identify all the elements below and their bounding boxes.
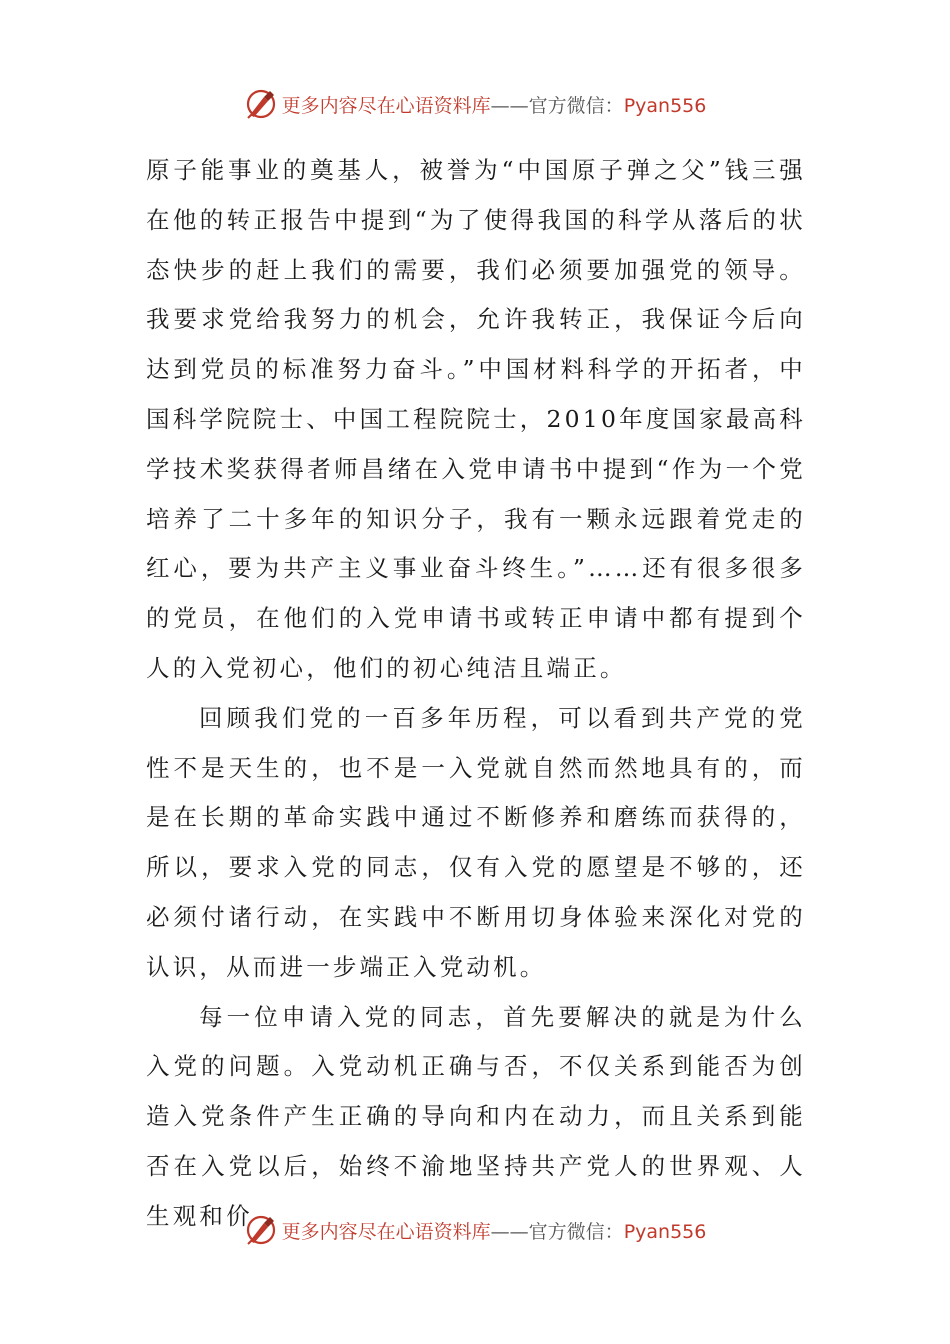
header-watermark-banner	[0, 84, 950, 124]
watermark-wechat-id: Pyan556	[623, 1220, 707, 1243]
paragraph-1: 原子能事业的奠基人，被誉为“中国原子弹之父”钱三强在他的转正报告中提到“为了使得我国的科学从落后的状态快步的赶上我们的需要，我们必须要加强党的领导。我要求党给我努力的机会，允许我转正，我保证今后向达到党员的标准努力奋斗。”中国材料科学的开拓者，中国科学院院士、中国工程院院士，2010年度国家最高科学技术奖获得者师昌绪在入党申请书中提到“作为一个党培养了二十多年的知识分子，我有一颗永远跟着党走的红心，要为共产主义事业奋斗终生。”……还有很多很多的党员，在他们的入党申请书或转正申请中都有提到个人的入党初心，他们的初心纯洁且端正。	[146, 156, 807, 682]
paragraph-2: 回顾我们党的一百多年历程，可以看到共产党的党性不是天生的，也不是一入党就自然而然地具有的，而是在长期的革命实践中通过不断修养和磨练而获得的，所以，要求入党的同志，仅有入党的愿望是不够的，还必须付诸行动，在实践中不断用切身体验来深化对党的认识，从而进一步端正入党动机。	[146, 703, 806, 981]
watermark-text	[282, 1217, 707, 1244]
pen-nib-circle-icon	[244, 1213, 278, 1247]
pen-nib-circle-icon	[244, 87, 278, 121]
watermark-wechat-label: 官方微信：	[528, 94, 624, 117]
watermark-prefix: 更多内容尽在心语资料库	[281, 1220, 491, 1243]
watermark-prefix: 更多内容尽在心语资料库	[281, 94, 491, 117]
watermark-text	[282, 91, 707, 118]
watermark-wechat-id: Pyan556	[623, 94, 707, 117]
watermark-wechat-label: 官方微信：	[528, 1220, 624, 1243]
footer-watermark-banner	[0, 1210, 950, 1250]
document-body	[146, 146, 806, 1242]
paragraph-3: 每一位申请入党的同志，首先要解决的就是为什么入党的问题。入党动机正确与否，不仅关系到能否为创造入党条件产生正确的导向和内在动力，而且关系到能否在入党以后，始终不渝地坚持共产党人的世界观、人生观和价	[146, 1002, 806, 1230]
watermark-dash: ——	[490, 1220, 529, 1243]
watermark-dash: ——	[490, 94, 529, 117]
